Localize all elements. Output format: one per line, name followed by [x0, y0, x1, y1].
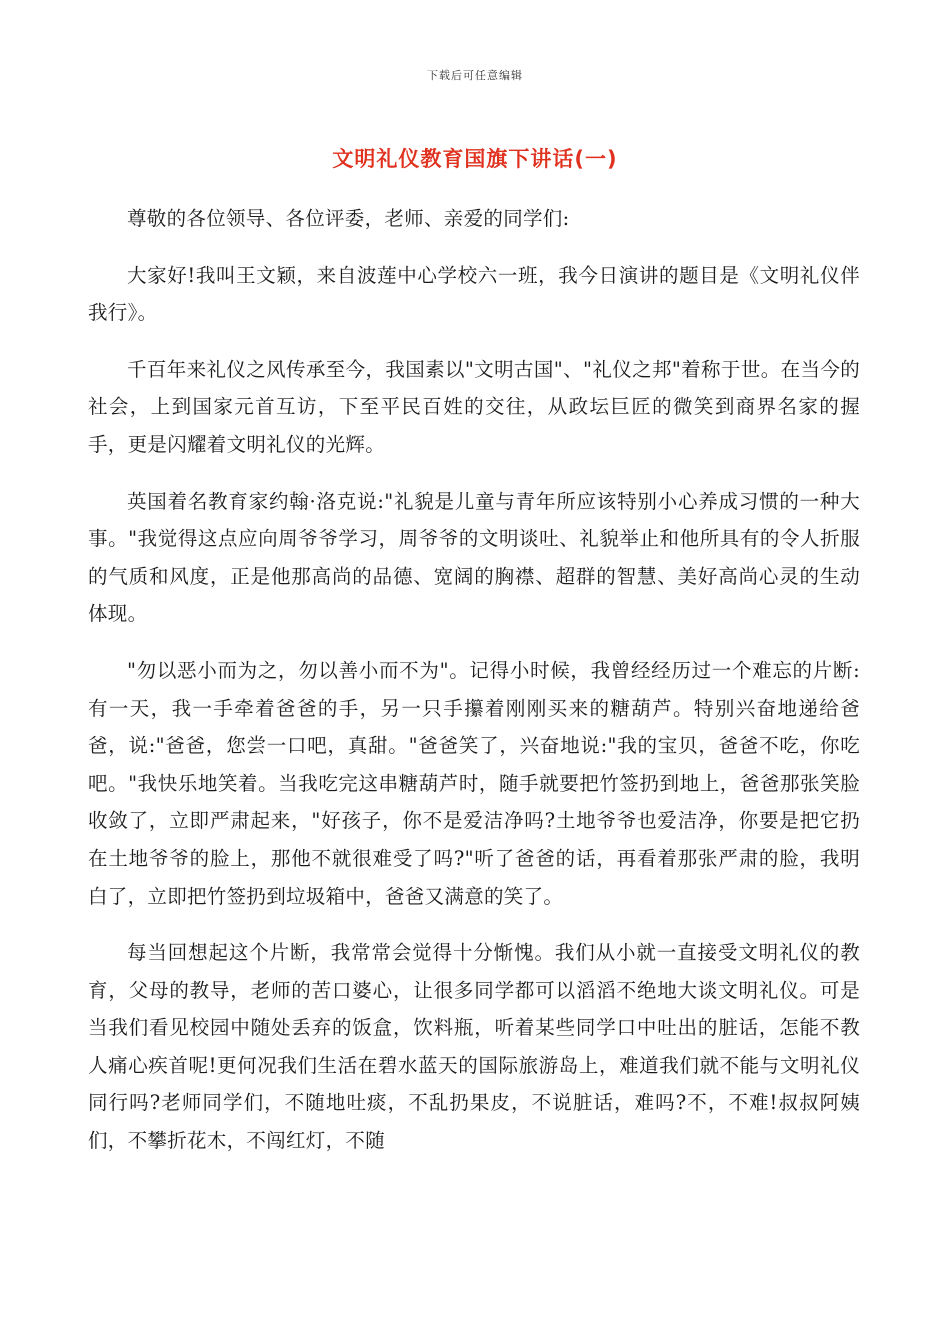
document-title: 文明礼仪教育国旗下讲话(一): [332, 147, 618, 171]
paragraph-tradition: 千百年来礼仪之风传承至今，我国素以"文明古国"、"礼仪之邦"着称于世。在当今的社会，上到国家元首互访，下至平民百姓的交往，从政坛巨匠的微笑到商界名家的握手，更是闪耀着文明礼仪的光辉。: [88, 357, 860, 456]
paragraph-reflection: 每当回想起这个片断，我常常会觉得十分惭愧。我们从小就一直接受文明礼仪的教育，父母的教导，老师的苦口婆心，让很多同学都可以滔滔不绝地大谈文明礼仪。可是当我们看见校园中随处丢弃的饭盒，饮料瓶，听着某些同学口中吐出的脏话，怎能不教人痛心疾首呢!更何况我们生活在碧水蓝天的国际旅游岛上，难道我们就不能与文明礼仪同行吗?老师同学们，不随地吐痰，不乱扔果皮，不说脏话，难吗?不，不难!叔叔阿姨们，不攀折花木，不闯红灯，不随: [88, 941, 860, 1153]
document-body: [88, 200, 860, 1179]
header-note: 下载后可任意编辑: [427, 69, 523, 82]
paragraph-salutation: 尊敬的各位领导、各位评委，老师、亲爱的同学们:: [127, 207, 570, 230]
paragraph-introduction: 大家好!我叫王文颖，来自波莲中心学校六一班，我今日演讲的题目是《文明礼仪伴我行》。: [88, 263, 860, 325]
paragraph-childhood-story: "勿以恶小而为之，勿以善小而不为"。记得小时候，我曾经经历过一个难忘的片断:有一天，我一手牵着爸爸的手，另一只手攥着刚刚买来的糖葫芦。特别兴奋地递给爸爸，说:"爸爸，您尝一口吧，真甜。"爸爸笑了，兴奋地说:"我的宝贝，爸爸不吃，你吃吧。"我快乐地笑着。当我吃完这串糖葫芦时，随手就要把竹签扔到地上，爸爸那张笑脸收敛了，立即严肃起来，"好孩子，你不是爱洁净吗?土地爷爷也爱洁净，你要是把它扔在土地爷爷的脸上，那他不就很难受了吗?"听了爸爸的话，再看着那张严肃的脸，我明白了，立即把竹签扔到垃圾箱中，爸爸又满意的笑了。: [88, 658, 860, 908]
paragraph-locke-quote: 英国着名教育家约翰·洛克说:"礼貌是儿童与青年所应该特别小心养成习惯的一种大事。"我觉得这点应向周爷爷学习，周爷爷的文明谈吐、礼貌举止和他所具有的令人折服的气质和风度，正是他那高尚的品德、宽阔的胸襟、超群的智慧、美好高尚心灵的生动体现。: [88, 489, 860, 626]
